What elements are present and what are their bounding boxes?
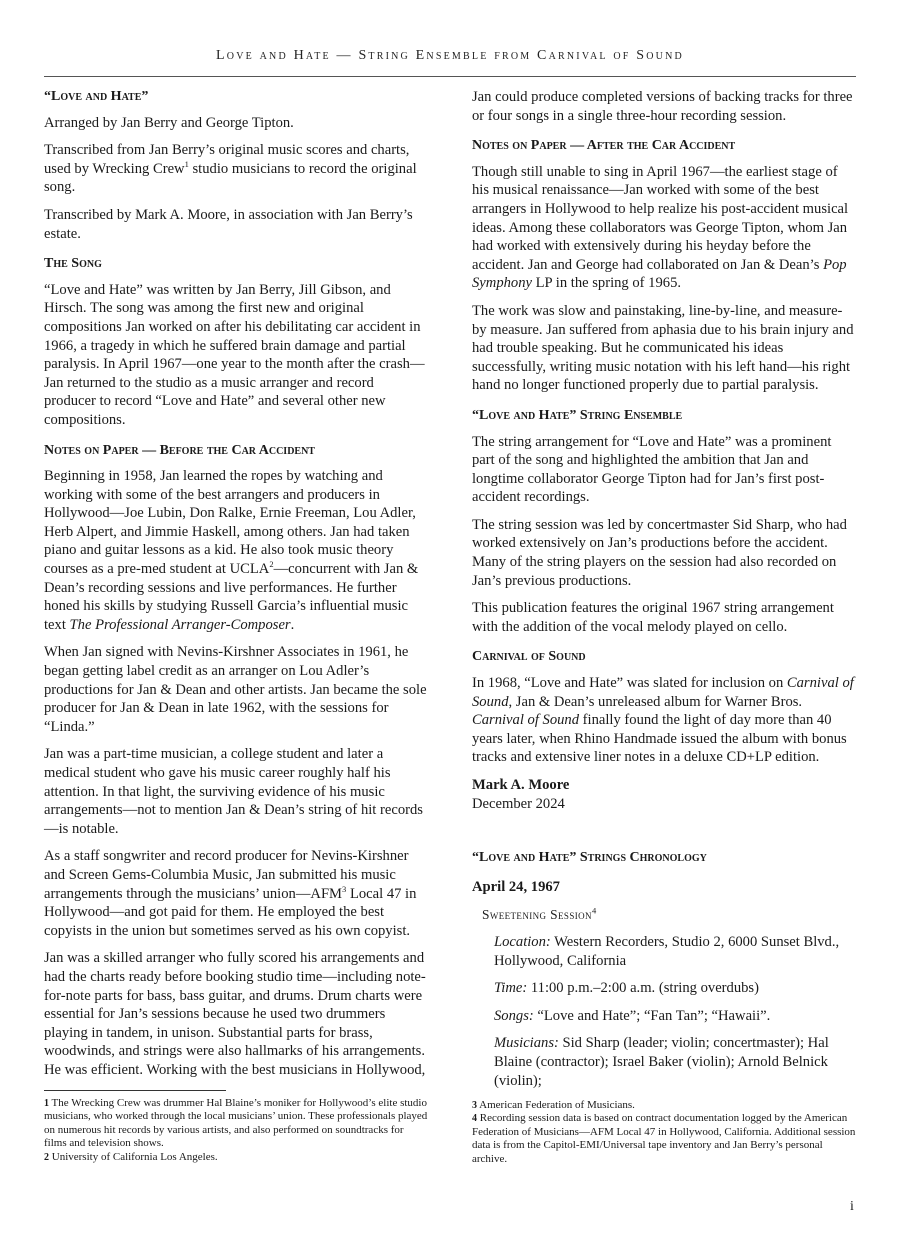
chronology-date: April 24, 1967: [472, 878, 560, 895]
session-title: Sweetening Session$^4$: [482, 905, 597, 923]
section-heading-after: Notes on Paper — After the Car Accident: [472, 138, 736, 154]
footnote-4: 4 Recording session data is based on contract documentation logged by the American Federation of Musicians—AFM Local 47 in Hollywood, California. Additional session data is from the Capitol-EMI/Universal tape inventory and Jan Berry’s personal archive.: [472, 1112, 856, 1165]
paragraph: Jan could produce completed versions of backing tracks for three or four songs in a single three-hour recording session.: [472, 89, 853, 124]
session-songs: Songs: “Love and Hate”; “Fan Tan”; “Hawaii”.: [494, 1007, 771, 1024]
paragraph: Transcribed from Jan Berry’s original music scores and charts, used by Wrecking Crew$^1$ studio musicians to record the original song.: [44, 142, 417, 196]
footnote-ref: 2: [269, 559, 274, 570]
paragraph: The string session was led by concertmaster Sid Sharp, who had worked extensively on Jan’s productions before the accident. Many of the string players on the session had also recorded on Jan’s previous productions.: [472, 516, 847, 589]
paragraph: Arranged by Jan Berry and George Tipton.: [44, 114, 294, 131]
paragraph: “Love and Hate” was written by Jan Berry, Jill Gibson, and Hirsch. The song was among the first new and original compositions Jan worked on after his debilitating car accident in 1966, a tragedy in which he suffered brain damage and partial paralysis. In April 1967—one year to the month after the crash—Jan returned to the studio as a music arranger and record producer to record “Love and Hate” and several other new compositions.: [44, 281, 425, 428]
section-heading-title: “Love and Hate”: [44, 89, 149, 104]
paragraph: Jan was a skilled arranger who fully scored his arrangements and had the charts ready before booking studio time—including note-for-note parts for bass, bass guitar, and drums. Drum charts were essential for Jan’s sessions because he used two drummers playing in tandem, in unison. Substantial parts for brass, woodwinds, and strings were also hallmarks of his arrangements. He was efficient. Working with the best musicians in Hollywood,: [44, 950, 426, 1078]
footnote-2: 2 University of California Los Angeles.: [44, 1150, 218, 1163]
footnote-ref: 4: [591, 905, 597, 916]
chronology-heading: “Love and Hate” Strings Chronology: [472, 850, 707, 866]
paragraph: The work was slow and painstaking, line-by-line, and measure-by measure. Jan suffered from aphasia due to his brain injury and had trouble speaking. But he communicated his ideas successfully, writing music notation with his left hand—his right hand no longer functioned properly due to partial paralysis.: [472, 302, 854, 394]
author-date: December 2024: [472, 795, 565, 812]
paragraph: Jan was a part-time musician, a college student and later a medical student who gave his music career roughly half his attention. In that light, the surviving evidence of his music arrangements—not to mention Jan & Dean’s string of hit records—is notable.: [44, 746, 423, 837]
footnote-ref: 1: [184, 158, 189, 169]
session-time: Time: 11:00 p.m.–2:00 a.m. (string overdubs): [494, 980, 759, 997]
session-musicians: Musicians: Sid Sharp (leader; violin; concertmaster); Hal Blaine (contractor); Israel Baker (violin); Arnold Belnick (violin);: [494, 1035, 829, 1089]
paragraph: Transcribed by Mark A. Moore, in association with Jan Berry’s estate.: [44, 206, 413, 242]
paragraph: Though still unable to sing in April 1967—the earliest stage of his musical renaissance—Jan worked with some of the best arrangers in Hollywood to help realize his post-accident musical ideas. Among these collaborators was George Tipton, whom Jan had worked with extensively during his heyday before the accident. Jan and George had collaborated on Jan & Dean’s Pop Symphony LP in the spring of 1965.: [472, 163, 849, 292]
section-heading-ensemble: “Love and Hate” String Ensemble: [472, 407, 683, 423]
footnote-1: 1 The Wrecking Crew was drummer Hal Blaine’s moniker for Hollywood’s elite studio musicians, who worked through the local musicians’ union. These professionals played on numerous hit records by various artists, and also performed on soundtracks for films and television shows.: [44, 1097, 428, 1150]
paragraph: This publication features the original 1967 string arrangement with the addition of the vocal melody played on cello.: [472, 600, 834, 635]
section-heading-before: Notes on Paper — Before the Car Accident: [44, 442, 315, 458]
section-heading-carnival: Carnival of Sound: [472, 649, 586, 665]
running-header: [44, 48, 856, 77]
footnotes-right: [472, 1099, 856, 1166]
paragraph: The string arrangement for “Love and Hate” was a prominent part of the song and highlighted the ambition that Jan and longtime collaborator George Tipton had for Jan’s first post-accident recordings.: [472, 433, 832, 506]
right-column: [472, 88, 856, 1099]
author-name: Mark A. Moore: [472, 777, 570, 793]
footnote-3: 3 American Federation of Musicians.: [472, 1099, 635, 1111]
paragraph: Beginning in 1958, Jan learned the ropes by watching and working with some of the best arrangers and producers in Hollywood—Joe Lubin, Don Ralke, Ernie Freeman, Lou Adler, Herb Alpert, and Jimmie Haskell, among others. Jan had taken piano and guitar lessons as a kid. He also took music theory courses as a pre-med student at UCLA$^2$—concurrent with Jan & Dean’s recording sessions and live performances. He further honed his skills by studying Russell Garcia’s influential music text The Professional Arranger-Composer.: [44, 468, 419, 633]
footnotes-left: [44, 1097, 428, 1164]
footnote-divider: [44, 1090, 226, 1091]
page-number: i: [850, 1199, 854, 1214]
paragraph: As a staff songwriter and record producer for Nevins-Kirshner and Screen Gems-Columbia Music, Jan submitted his music arrangements through the musicians’ union—AFM$^3$ Local 47 in Hollywood—and got paid for them. He employed the best copyists in the union but sometimes served as his own copyist.: [44, 848, 417, 939]
paragraph: In 1968, “Love and Hate” was slated for inclusion on Carnival of Sound, Jan & Dean’s unreleased album for Warner Bros. Carnival of Sound finally found the light of day more than 40 years later, when Rhino Handmade issued the album with bonus tracks and extensive liner notes in a deluxe CD+LP edition.: [472, 675, 854, 766]
left-column: [44, 88, 428, 1089]
paragraph: When Jan signed with Nevins-Kirshner Associates in 1961, he began getting label credit as an arranger on Lou Adler’s productions for Jan & Dean and other artists. Jan became the sole producer for Jan & Dean in late 1962, with the sessions for “Linda.”: [44, 644, 427, 735]
section-heading-song: The Song: [44, 256, 102, 272]
header-title: Love and Hate — String Ensemble from Carnival of Sound: [216, 48, 684, 63]
session-location: Location: Western Recorders, Studio 2, 6000 Sunset Blvd., Hollywood, California: [494, 933, 840, 969]
footnote-ref: 3: [342, 883, 347, 894]
